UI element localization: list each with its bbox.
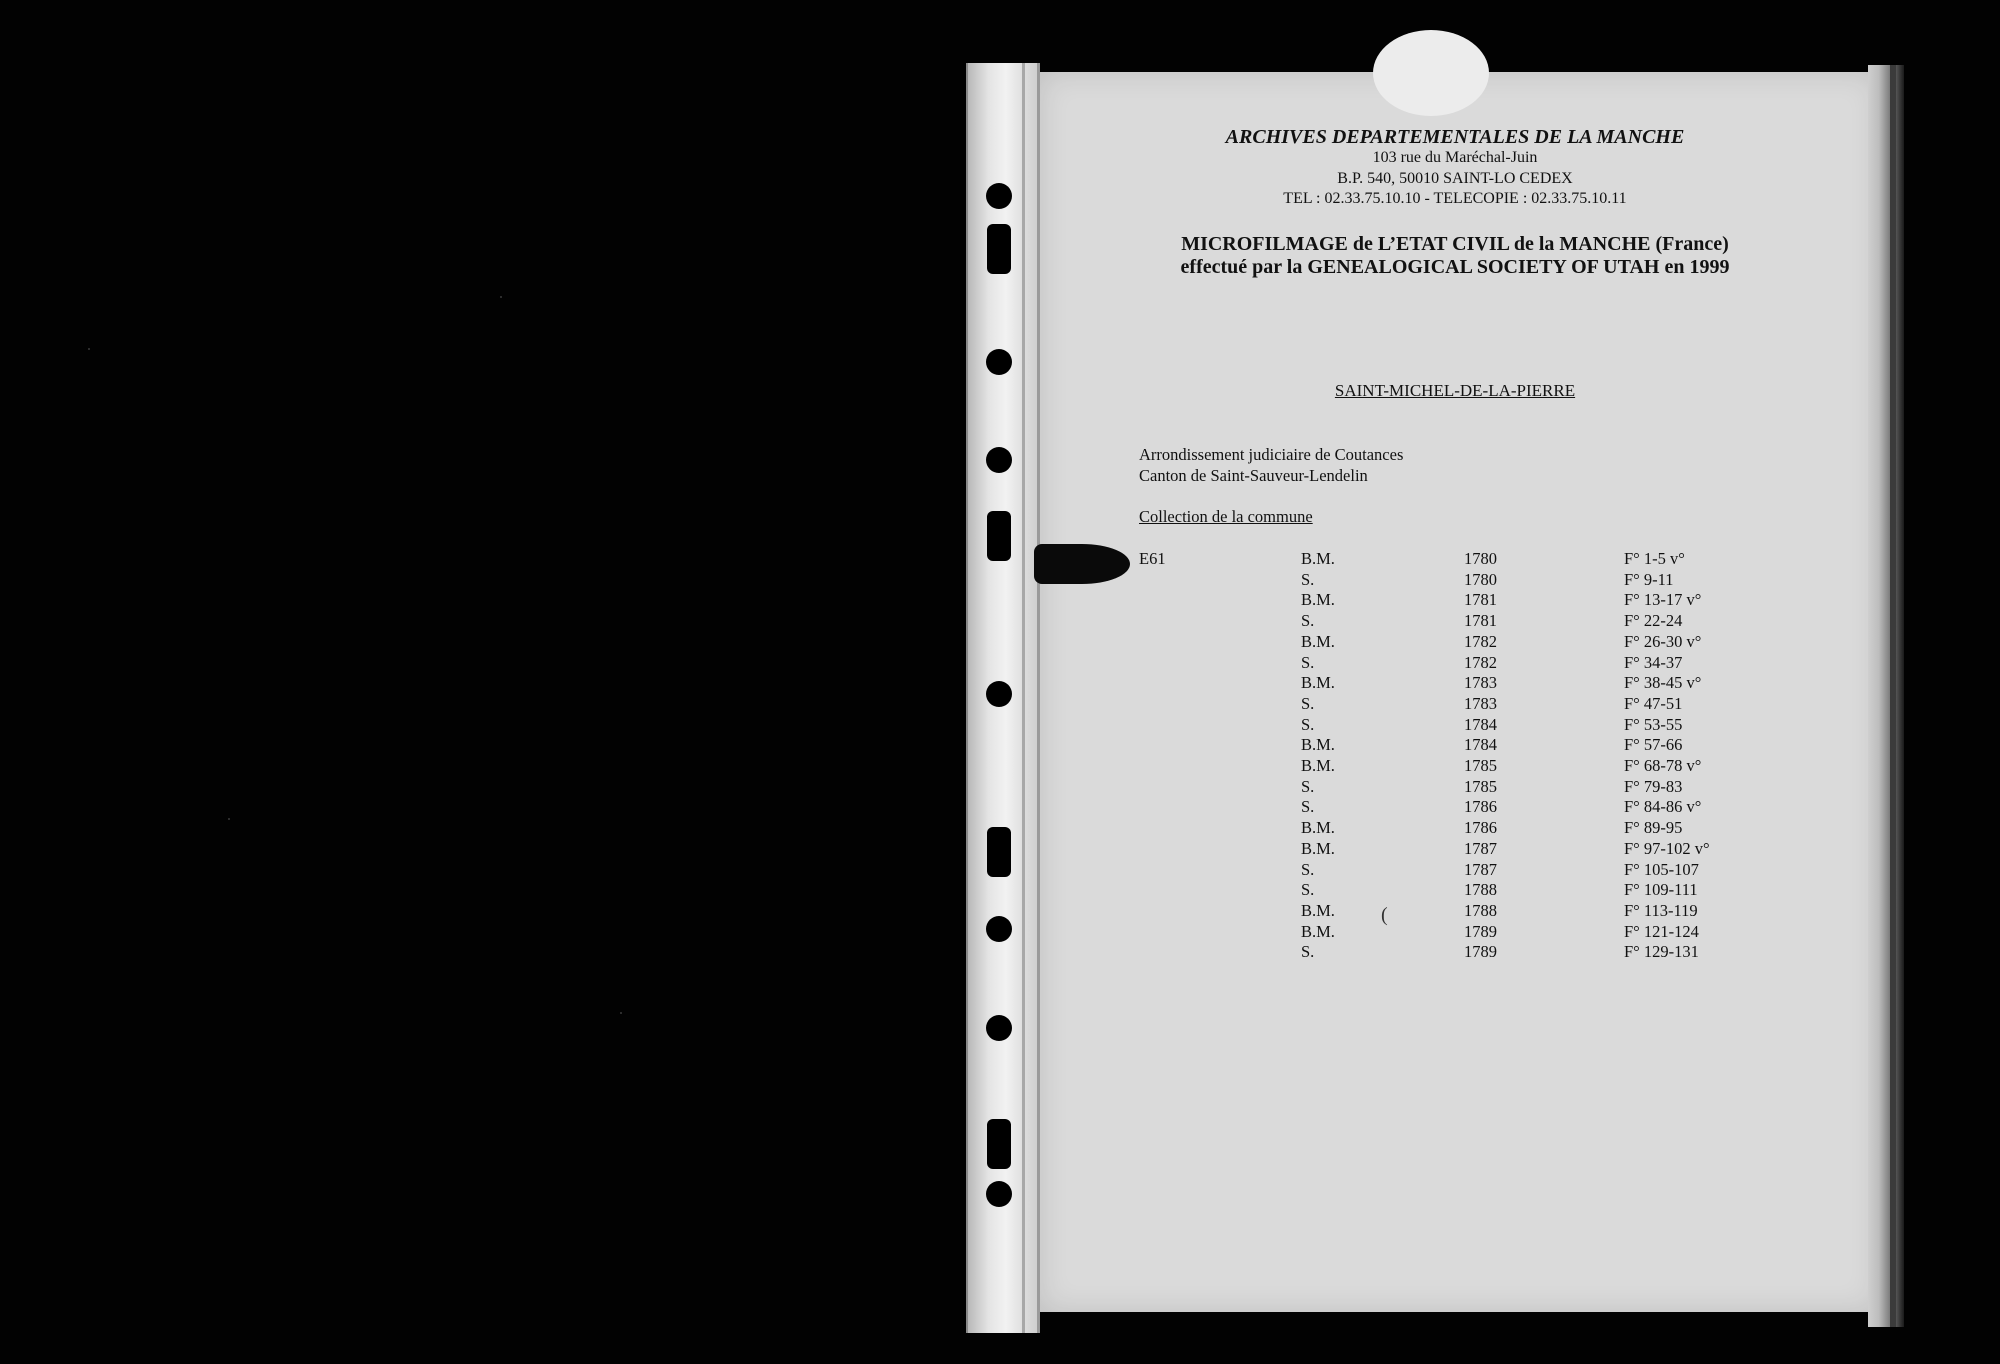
register-row-year: 1780 <box>1464 549 1497 568</box>
register-row-type: B.M. <box>1301 735 1335 755</box>
register-row-year: 1785 <box>1464 756 1497 775</box>
address-line-1: 103 rue du Maréchal-Juin <box>1372 149 1538 166</box>
binder-slot <box>987 511 1011 561</box>
register-row-type: S. <box>1301 880 1315 900</box>
register-row-folios: F° 97-102 v° <box>1624 838 1710 858</box>
register-row-type: B.M. <box>1301 838 1335 858</box>
register-row-type: B.M. <box>1301 921 1335 941</box>
register-row-year: 1782 <box>1464 631 1497 651</box>
register-row-type: B.M. <box>1301 818 1335 838</box>
register-row-type: B.M. <box>1301 549 1335 568</box>
register-row-folios: F° 84-86 v° <box>1624 797 1702 817</box>
register-row-folios: F° 89-95 <box>1624 818 1683 838</box>
register-row-folios: F° 68-78 v° <box>1624 756 1702 775</box>
register-row-year: 1788 <box>1464 880 1497 900</box>
register-row-year: 1783 <box>1464 673 1497 693</box>
binder-slot <box>987 224 1011 274</box>
register-row-folios: F° 9-11 <box>1624 569 1674 589</box>
register-row-year: 1789 <box>1464 921 1497 941</box>
register-row-folios: F° 13-17 v° <box>1624 590 1702 610</box>
register-row-year: 1781 <box>1464 611 1497 631</box>
binder-hole <box>986 183 1012 209</box>
register-row-year: 1785 <box>1464 776 1497 796</box>
register-row-year: 1786 <box>1464 797 1497 817</box>
arrondissement-line: Arrondissement judiciaire de Coutances <box>1139 445 1404 464</box>
binder-strip <box>966 63 1040 1333</box>
binder-hole <box>986 1181 1012 1207</box>
dust-speck <box>620 1012 622 1014</box>
register-row-type: S. <box>1301 693 1315 713</box>
register-row-folios: F° 38-45 v° <box>1624 673 1702 693</box>
edge-stripe <box>1890 65 1896 1327</box>
register-row-year: 1780 <box>1464 569 1497 589</box>
register-row-folios: F° 34-37 <box>1624 652 1683 672</box>
binder-hole <box>986 681 1012 707</box>
collection-label: Collection de la commune <box>1139 507 1313 526</box>
register-row-folios: F° 109-111 <box>1624 880 1698 900</box>
register-row-type: S. <box>1301 942 1315 962</box>
binder-hole <box>986 349 1012 375</box>
register-row-folios: F° 105-107 <box>1624 859 1699 879</box>
microfilm-line-2: effectué par la GENEALOGICAL SOCIETY OF UTAH en 1999 <box>1180 256 1730 278</box>
register-row-folios: F° 57-66 <box>1624 735 1683 755</box>
register-row-type: S. <box>1301 569 1315 589</box>
register-row-year: 1782 <box>1464 652 1497 672</box>
binder-slot <box>987 827 1011 877</box>
binder-hole <box>986 447 1012 473</box>
canton-line: Canton de Saint-Sauveur-Lendelin <box>1139 466 1368 485</box>
address-line-2: B.P. 540, 50010 SAINT-LO CEDEX <box>1337 170 1573 187</box>
register-row-year: 1784 <box>1464 714 1497 734</box>
stray-mark: ( <box>1381 904 1388 926</box>
binder-fold-line <box>1022 63 1025 1333</box>
register-row-folios: F° 1-5 v° <box>1624 549 1685 568</box>
binder-slot <box>987 1119 1011 1169</box>
register-row-year: 1787 <box>1464 838 1497 858</box>
register-row-year: 1786 <box>1464 818 1497 838</box>
register-row-type: S. <box>1301 611 1315 631</box>
binder-hole <box>986 916 1012 942</box>
register-row-type: S. <box>1301 776 1315 796</box>
register-row-type: B.M. <box>1301 631 1335 651</box>
register-row-type: B.M. <box>1301 590 1335 610</box>
dust-speck <box>88 348 90 350</box>
register-row-folios: F° 79-83 <box>1624 776 1683 796</box>
register-row-year: 1784 <box>1464 735 1497 755</box>
register-row-year: 1788 <box>1464 900 1497 920</box>
microfilm-line-1: MICROFILMAGE de L’ETAT CIVIL de la MANCHE (France) <box>1181 233 1729 255</box>
binder-hole <box>986 1015 1012 1041</box>
register-row-type: B.M. <box>1301 756 1335 775</box>
register-row-folios: F° 121-124 <box>1624 921 1699 941</box>
register-row-type: B.M. <box>1301 673 1335 693</box>
register-row-type: S. <box>1301 714 1315 734</box>
register-row-year: 1789 <box>1464 942 1497 962</box>
register-code: E61 <box>1139 549 1166 568</box>
register-row-type: S. <box>1301 859 1315 879</box>
register-row-folios: F° 22-24 <box>1624 611 1683 631</box>
dust-speck <box>500 296 502 298</box>
black-tab-marker <box>1034 544 1130 584</box>
register-row-year: 1783 <box>1464 693 1497 713</box>
register-row-folios: F° 129-131 <box>1624 942 1699 962</box>
register-row-type: S. <box>1301 652 1315 672</box>
sleeve-notch <box>1373 30 1489 116</box>
commune-name: SAINT-MICHEL-DE-LA-PIERRE <box>1334 381 1576 400</box>
register-row-type: S. <box>1301 797 1315 817</box>
dust-speck <box>228 818 230 820</box>
register-row-folios: F° 26-30 v° <box>1624 631 1702 651</box>
register-row-type: B.M. <box>1301 900 1335 920</box>
register-row-year: 1781 <box>1464 590 1497 610</box>
archives-title: ARCHIVES DEPARTEMENTALES DE LA MANCHE <box>1225 126 1685 148</box>
contact-line: TEL : 02.33.75.10.10 - TELECOPIE : 02.33.75.10.11 <box>1283 190 1627 207</box>
register-row-folios: F° 53-55 <box>1624 714 1683 734</box>
register-row-year: 1787 <box>1464 859 1497 879</box>
register-row-folios: F° 113-119 <box>1624 900 1698 920</box>
page-right-edge <box>1868 65 1904 1327</box>
register-row-folios: F° 47-51 <box>1624 693 1683 713</box>
